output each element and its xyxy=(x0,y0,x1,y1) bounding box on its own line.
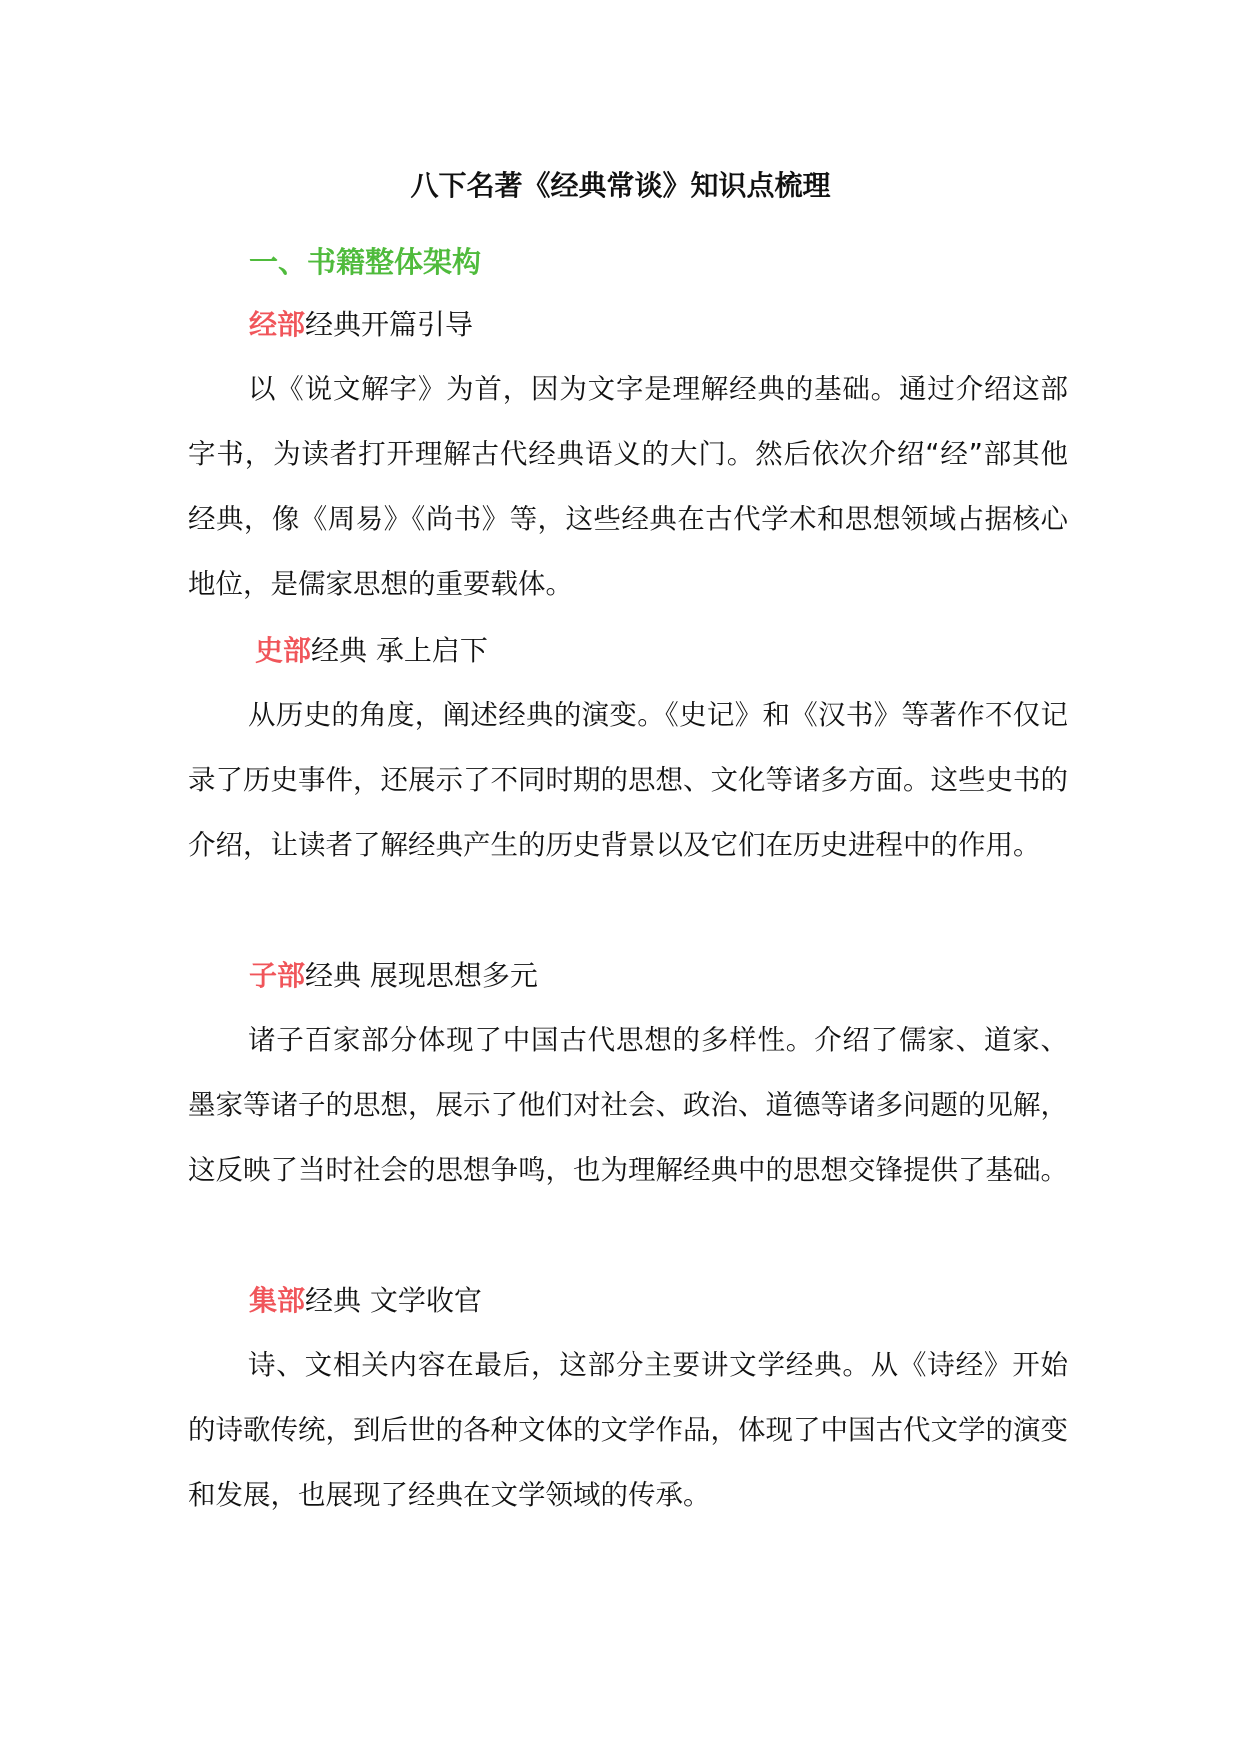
subheading-text: 经典 承上启下 xyxy=(311,634,488,667)
subheading-jingbu xyxy=(249,305,473,345)
subheading-text: 经典 展现思想多元 xyxy=(305,959,538,992)
paragraph-zibu: 诸子百家部分体现了中国古代思想的多样性。介绍了儒家、道家、墨家等诸子的思想，展示了他们对社会、政治、道德等诸多问题的见解，这反映了当时社会的思想争鸣，也为理解经典中的思想交锋提供了基础。 xyxy=(188,1024,1068,1186)
subheading-text: 经典 文学收官 xyxy=(305,1284,482,1317)
document-title: 八下名著《经典常谈》知识点梳理 xyxy=(410,169,831,202)
section-heading: 一、书籍整体架构 xyxy=(249,245,482,279)
subheading-accent: 史部 xyxy=(255,634,312,667)
paragraph-jingbu: 以《说文解字》为首，因为文字是理解经典的基础。通过介绍这部字书，为读者打开理解古代经典语义的大门。然后依次介绍“经”部其他经典，像《周易》《尚书》等，这些经典在古代学术和思想领域占据核心地位，是儒家思想的重要载体。 xyxy=(188,373,1068,600)
subheading-accent: 经部 xyxy=(249,308,306,341)
subheading-jibu xyxy=(249,1281,482,1321)
paragraph-jibu: 诗、文相关内容在最后，这部分主要讲文学经典。从《诗经》开始的诗歌传统，到后世的各种文体的文学作品，体现了中国古代文学的演变和发展，也展现了经典在文学领域的传承。 xyxy=(188,1349,1068,1511)
paragraph-shibu: 从历史的角度，阐述经典的演变。《史记》和《汉书》等著作不仅记录了历史事件，还展示了不同时期的思想、文化等诸多方面。这些史书的介绍，让读者了解经典产生的历史背景以及它们在历史进程中的作用。 xyxy=(188,699,1068,861)
subheading-text: 经典开篇引导 xyxy=(305,308,474,341)
subheading-zibu xyxy=(249,956,538,996)
subheading-shibu xyxy=(255,631,488,671)
subheading-accent: 子部 xyxy=(249,959,306,992)
subheading-accent: 集部 xyxy=(249,1284,306,1317)
